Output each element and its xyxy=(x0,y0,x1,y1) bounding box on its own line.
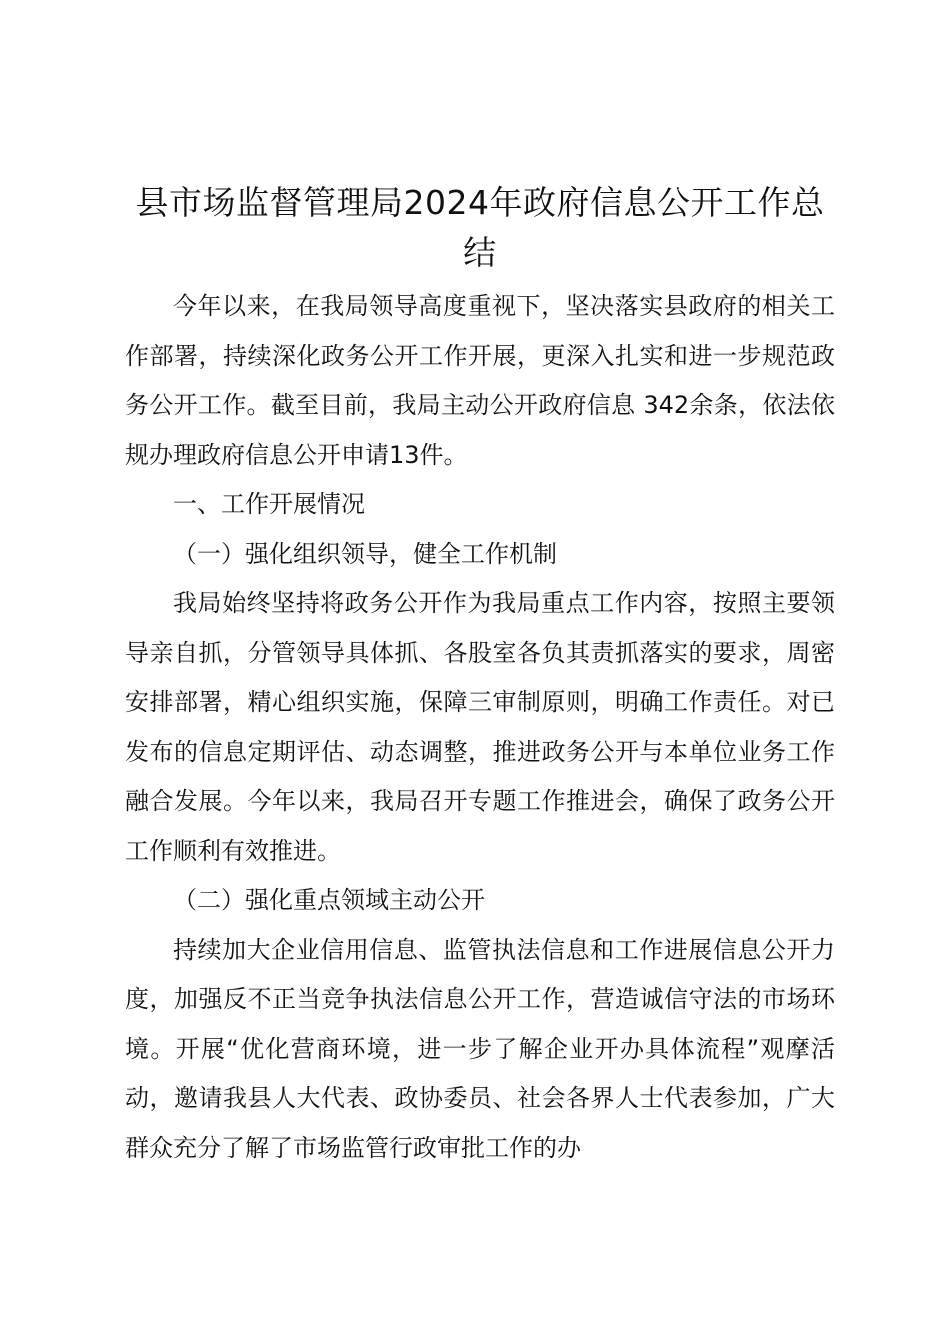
document-body xyxy=(125,282,835,1173)
body-paragraph-2: 持续加大企业信用信息、监管执法信息和工作进展信息公开力度，加强反不正当竞争执法信息公开工作，营造诚信守法的市场环境。开展“优化营商环境，进一步了解企业开办具体流程”观摩活动，邀请我县人大代表、政协委员、社会各界人士代表参加，广大群众充分了解了市场监管行政审批工作的办 xyxy=(125,935,835,1162)
subsection-heading-2: （二）强化重点领域主动公开 xyxy=(173,886,485,914)
subsection-heading-1: （一）强化组织领导，健全工作机制 xyxy=(173,539,557,568)
body-paragraph-1: 我局始终坚持将政务公开作为我局重点工作内容，按照主要领导亲自抓，分管领导具体抓、各股室各负其责抓落实的要求，周密安排部署，精心组织实施，保障三审制原则，明确工作责任。对已发布的信息定期评估、动态调整，推进政务公开与本单位业务工作融合发展。今年以来，我局召开专题工作推进会，确保了政务公开工作顺利有效推进。 xyxy=(125,589,835,865)
intro-paragraph: 今年以来，在我局领导高度重视下，坚决落实县政府的相关工作部署，持续深化政务公开工作开展，更深入扎实和进一步规范政务公开工作。截至目前，我局主动公开政府信息 342余条，依法依规办理政府信息公开申请13件。 xyxy=(125,292,835,469)
section-heading-1: 一、工作开展情况 xyxy=(173,490,365,518)
document-title: 县市场监督管理局2024年政府信息公开工作总结 xyxy=(135,183,825,272)
